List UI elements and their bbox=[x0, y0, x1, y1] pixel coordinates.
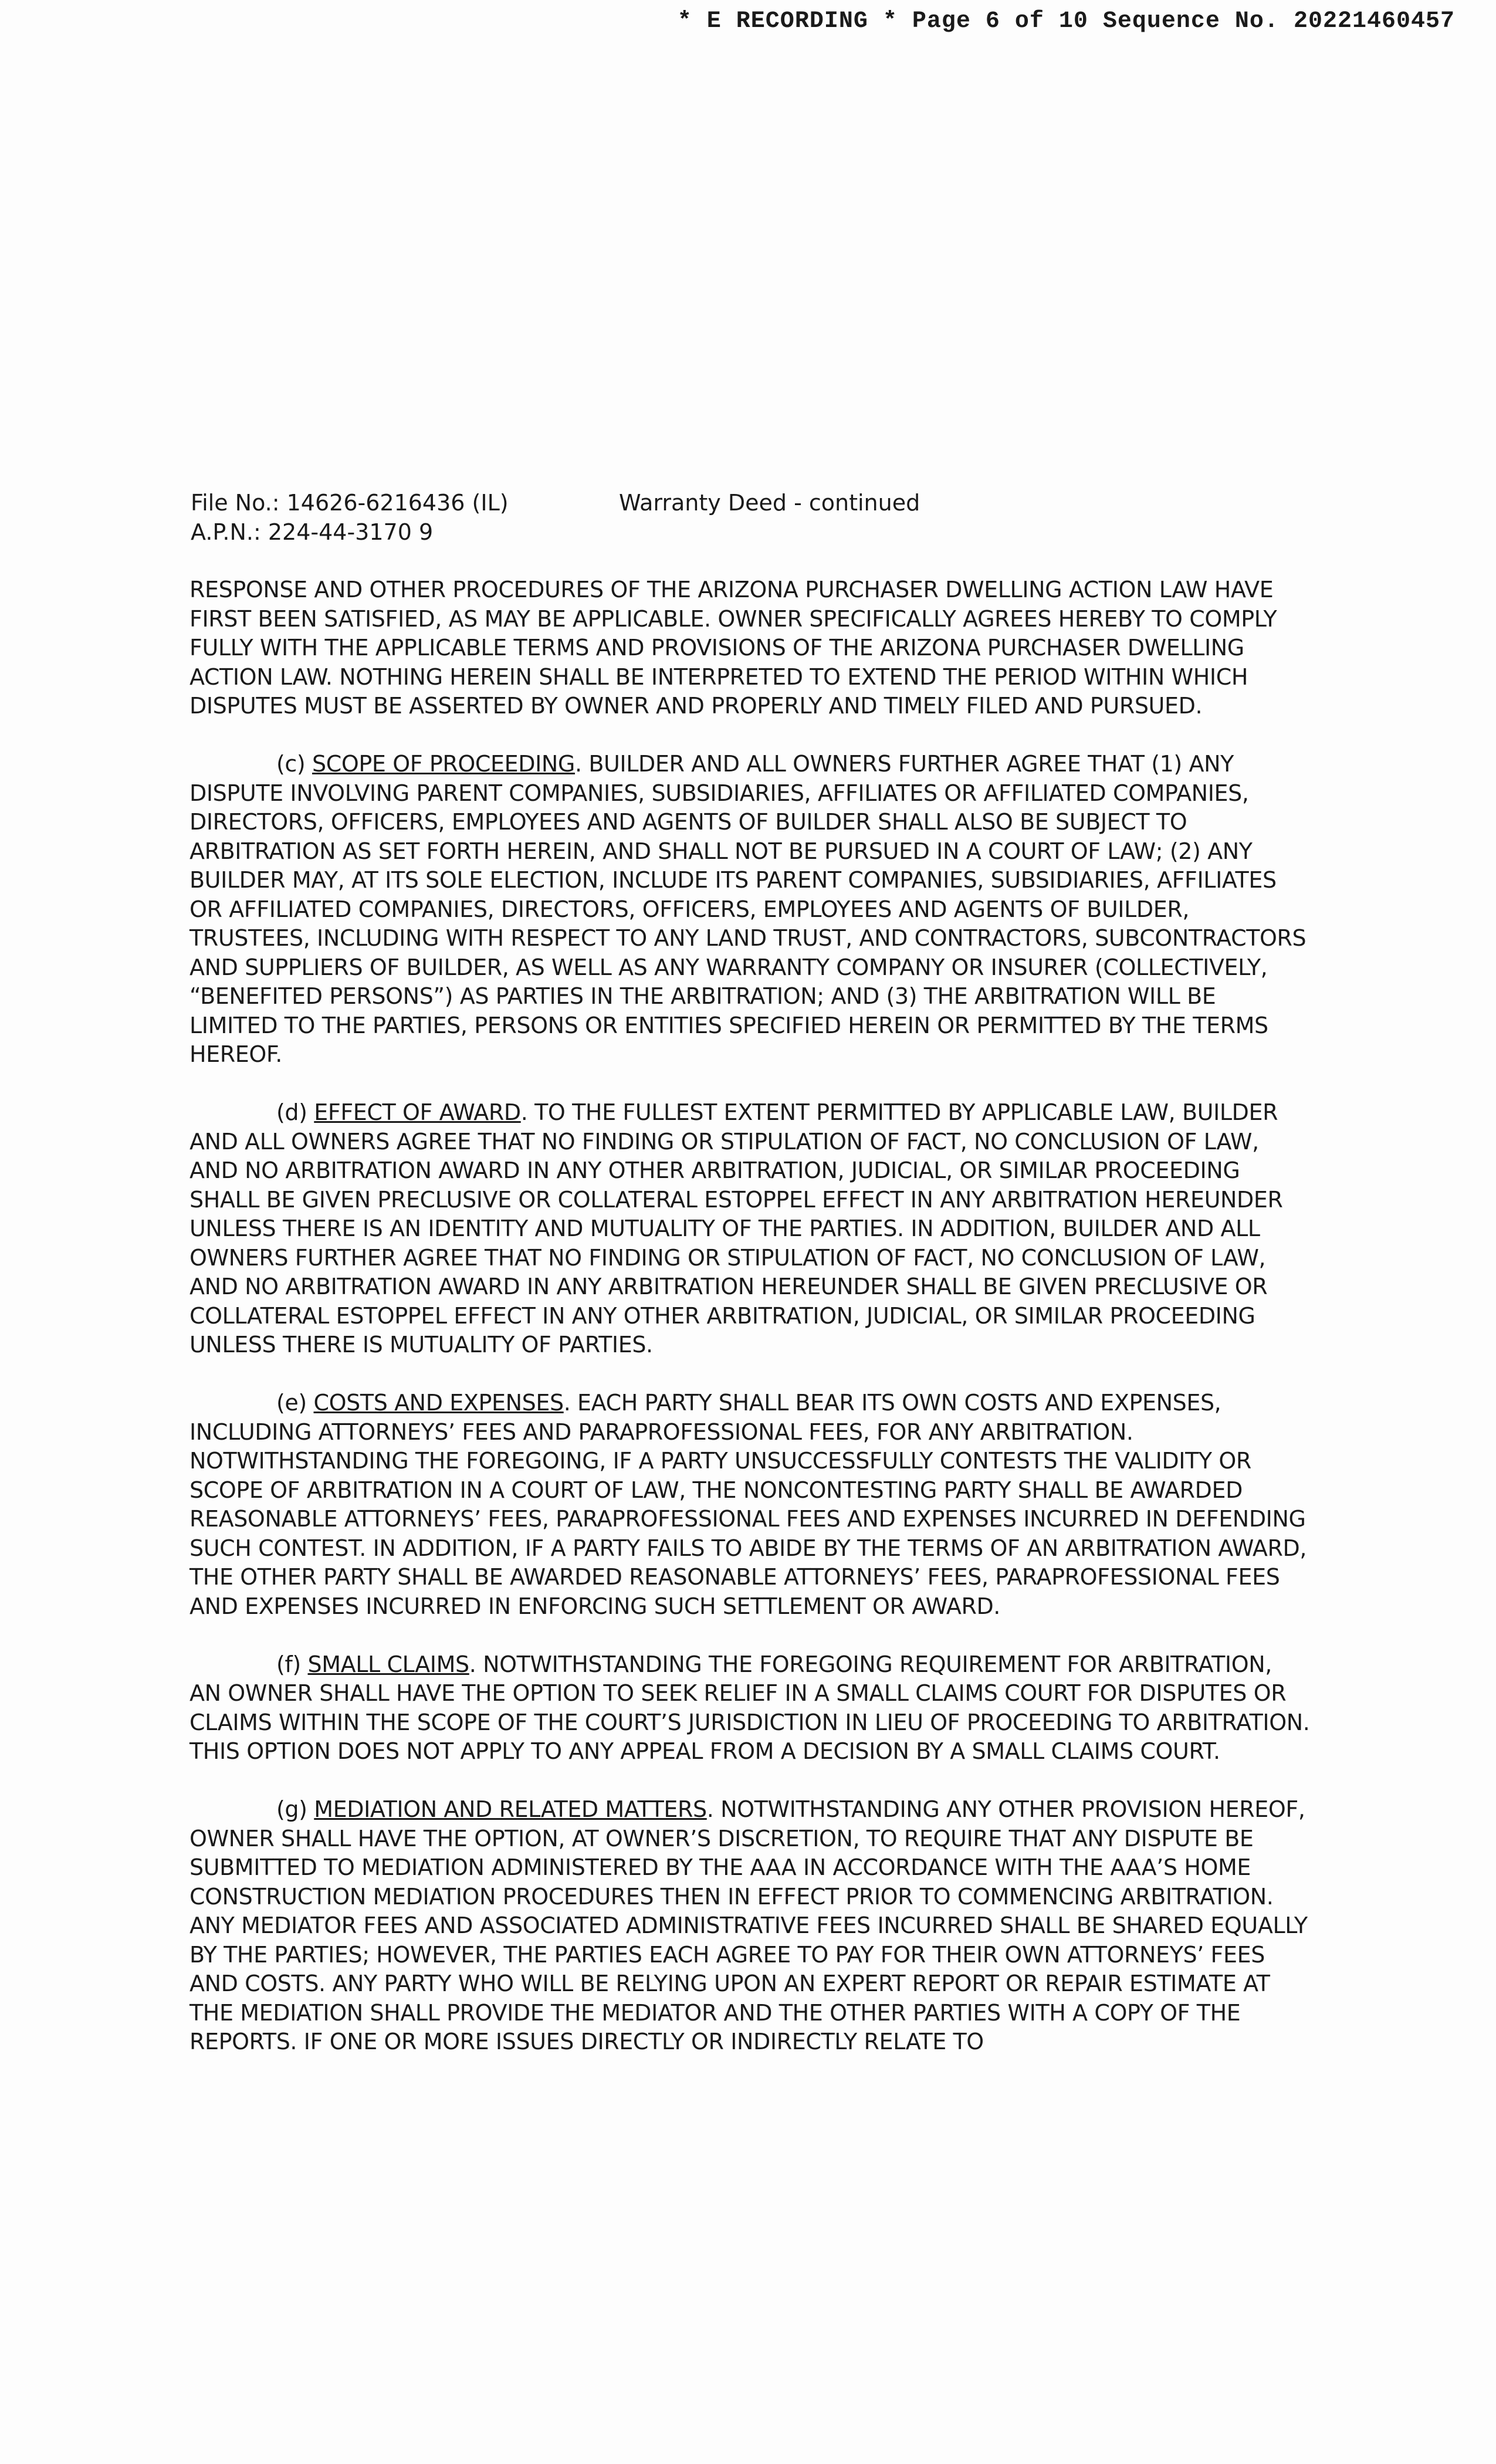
file-number: File No.: 14626-6216436 (IL) bbox=[191, 490, 509, 516]
paragraph-text: . NOTWITHSTANDING THE FOREGOING REQUIREMENT FOR ARBITRATION, AN OWNER SHALL HAVE THE OPTION TO SEEK RELIEF IN A SMALL CLAIMS COURT FOR DISPUTES OR CLAIMS WITHIN THE SCOPE OF THE COURT’S JURISDICTION IN LIEU OF PROCEEDING TO ARBITRATION. THIS OPTION DOES NOT APPLY TO ANY APPEAL FROM A DECISION BY A SMALL CLAIMS COURT. bbox=[189, 1651, 1310, 1764]
paragraph-label: (f) bbox=[276, 1651, 308, 1677]
section-heading: EFFECT OF AWARD bbox=[314, 1099, 521, 1125]
paragraph-text: . EACH PARTY SHALL BEAR ITS OWN COSTS AND EXPENSES, INCLUDING ATTORNEYS’ FEES AND PARAPROFESSIONAL FEES, FOR ANY ARBITRATION. NOTWITHSTANDING THE FOREGOING, IF A PARTY UNSUCCESSFULLY CONTESTS THE VALIDITY OR SCOPE OF ARBITRATION IN A COURT OF LAW, THE NONCONTESTING PARTY SHALL BE AWARDED REASONABLE ATTORNEYS’ FEES, PARAPROFESSIONAL FEES AND EXPENSES INCURRED IN DEFENDING SUCH CONTEST. IN ADDITION, IF A PARTY FAILS TO ABIDE BY THE TERMS OF AN ARBITRATION AWARD, THE OTHER PARTY SHALL BE AWARDED REASONABLE ATTORNEYS’ FEES, PARAPROFESSIONAL FEES AND EXPENSES INCURRED IN ENFORCING SUCH SETTLEMENT OR AWARD. bbox=[189, 1390, 1307, 1619]
document-title: Warranty Deed - continued bbox=[619, 490, 920, 516]
paragraph-e bbox=[189, 1389, 1310, 1621]
section-heading: SCOPE OF PROCEEDING bbox=[312, 751, 575, 777]
recording-header: * E RECORDING * Page 6 of 10 Sequence No. 20221460457 bbox=[677, 8, 1455, 35]
paragraph-label: (g) bbox=[276, 1796, 314, 1822]
header-row bbox=[191, 488, 920, 517]
paragraph-label: (c) bbox=[276, 751, 313, 777]
paragraph-text: . NOTWITHSTANDING ANY OTHER PROVISION HEREOF, OWNER SHALL HAVE THE OPTION, AT OWNER’S DISCRETION, TO REQUIRE THAT ANY DISPUTE BE SUBMITTED TO MEDIATION ADMINISTERED BY THE AAA IN ACCORDANCE WITH THE AAA’S HOME CONSTRUCTION MEDIATION PROCEDURES THEN IN EFFECT PRIOR TO COMMENCING ARBITRATION. ANY MEDIATOR FEES AND ASSOCIATED ADMINISTRATIVE FEES INCURRED SHALL BE SHARED EQUALLY BY THE PARTIES; HOWEVER, THE PARTIES EACH AGREE TO PAY FOR THEIR OWN ATTORNEYS’ FEES AND COSTS. ANY PARTY WHO WILL BE RELYING UPON AN EXPERT REPORT OR REPAIR ESTIMATE AT THE MEDIATION SHALL PROVIDE THE MEDIATOR AND THE OTHER PARTIES WITH A COPY OF THE REPORTS. IF ONE OR MORE ISSUES DIRECTLY OR INDIRECTLY RELATE TO bbox=[189, 1796, 1308, 2055]
paragraph-c bbox=[189, 750, 1310, 1069]
paragraph-d bbox=[189, 1098, 1310, 1360]
paragraph-continued: RESPONSE AND OTHER PROCEDURES OF THE ARIZONA PURCHASER DWELLING ACTION LAW HAVE FIRST BEEN SATISFIED, AS MAY BE APPLICABLE. OWNER SPECIFICALLY AGREES HEREBY TO COMPLY FULLY WITH THE APPLICABLE TERMS AND PROVISIONS OF THE ARIZONA PURCHASER DWELLING ACTION LAW. NOTHING HEREIN SHALL BE INTERPRETED TO EXTEND THE PERIOD WITHIN WHICH DISPUTES MUST BE ASSERTED BY OWNER AND PROPERLY AND TIMELY FILED AND PURSUED. bbox=[189, 577, 1277, 719]
paragraph-label: (d) bbox=[276, 1099, 314, 1125]
section-heading: COSTS AND EXPENSES bbox=[313, 1390, 564, 1416]
paragraph-g bbox=[189, 1795, 1310, 2057]
section-heading: SMALL CLAIMS bbox=[307, 1651, 469, 1677]
deed-body bbox=[189, 576, 1310, 2086]
paragraph-text: . BUILDER AND ALL OWNERS FURTHER AGREE THAT (1) ANY DISPUTE INVOLVING PARENT COMPANIES, SUBSIDIARIES, AFFILIATES OR AFFILIATED COMPANIES, DIRECTORS, OFFICERS, EMPLOYEES AND AGENTS OF BUILDER SHALL ALSO BE SUBJECT TO ARBITRATION AS SET FORTH HEREIN, AND SHALL NOT BE PURSUED IN A COURT OF LAW; (2) ANY BUILDER MAY, AT ITS SOLE ELECTION, INCLUDE ITS PARENT COMPANIES, SUBSIDIARIES, AFFILIATES OR AFFILIATED COMPANIES, DIRECTORS, OFFICERS, EMPLOYEES AND AGENTS OF BUILDER, TRUSTEES, INCLUDING WITH RESPECT TO ANY LAND TRUST, AND CONTRACTORS, SUBCONTRACTORS AND SUPPLIERS OF BUILDER, AS WELL AS ANY WARRANTY COMPANY OR INSURER (COLLECTIVELY, “BENEFITED PERSONS”) AS PARTIES IN THE ARBITRATION; AND (3) THE ARBITRATION WILL BE LIMITED TO THE PARTIES, PERSONS OR ENTITIES SPECIFIED HEREIN OR PERMITTED BY THE TERMS HEREOF. bbox=[189, 751, 1307, 1067]
apn-number: A.P.N.: 224-44-3170 9 bbox=[191, 519, 434, 545]
deed-header bbox=[191, 488, 920, 547]
paragraph-f bbox=[189, 1650, 1310, 1766]
section-heading: MEDIATION AND RELATED MATTERS bbox=[314, 1796, 707, 1822]
paragraph-text: . TO THE FULLEST EXTENT PERMITTED BY APPLICABLE LAW, BUILDER AND ALL OWNERS AGREE THAT NO FINDING OR STIPULATION OF FACT, NO CONCLUSION OF LAW, AND NO ARBITRATION AWARD IN ANY OTHER ARBITRATION, JUDICIAL, OR SIMILAR PROCEEDING SHALL BE GIVEN PRECLUSIVE OR COLLATERAL ESTOPPEL EFFECT IN ANY ARBITRATION HEREUNDER UNLESS THERE IS AN IDENTITY AND MUTUALITY OF THE PARTIES. IN ADDITION, BUILDER AND ALL OWNERS FURTHER AGREE THAT NO FINDING OR STIPULATION OF FACT, NO CONCLUSION OF LAW, AND NO ARBITRATION AWARD IN ANY ARBITRATION HEREUNDER SHALL BE GIVEN PRECLUSIVE OR COLLATERAL ESTOPPEL EFFECT IN ANY OTHER ARBITRATION, JUDICIAL, OR SIMILAR PROCEEDING UNLESS THERE IS MUTUALITY OF PARTIES. bbox=[189, 1099, 1283, 1358]
paragraph-label: (e) bbox=[276, 1390, 314, 1416]
